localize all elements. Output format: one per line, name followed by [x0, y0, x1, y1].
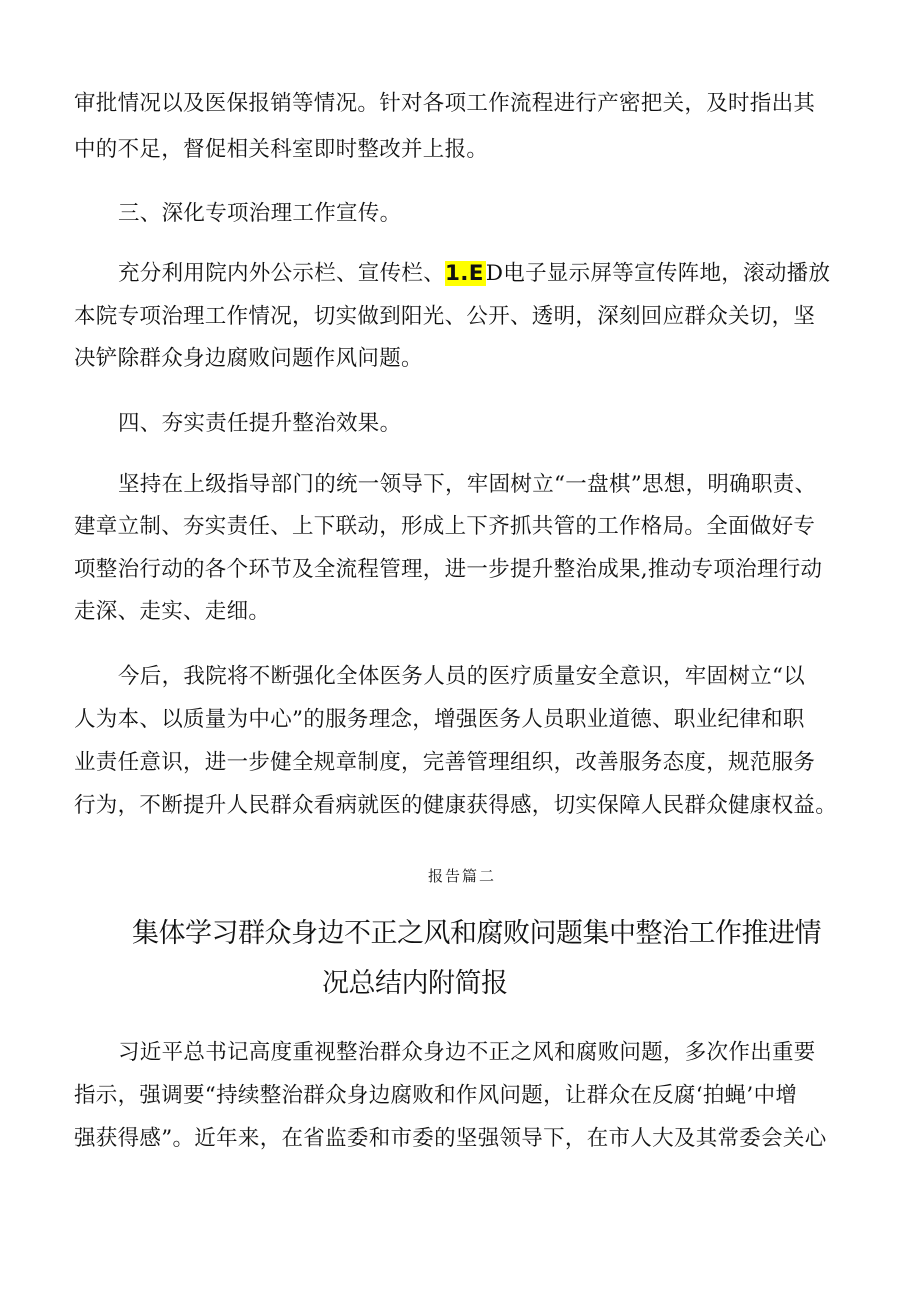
paragraph-line: 坚持在上级指导部门的统一领导下，牢固树立“一盘棋”思想，明确职责、 [118, 472, 817, 497]
paragraph-line: 业责任意识，进一步健全规章制度，完善管理组织，改善服务态度，规范服务 [74, 750, 816, 775]
paragraph-line: 人为本、以质量为中心”的服务理念，增强医务人员职业道德、职业纪律和职 [74, 707, 805, 732]
paragraph-text: D电子显示屏等宣传阵地，滚动播放 [485, 261, 831, 286]
paragraph-line: 习近平总书记高度重视整治群众身边不正之风和腐败问题，多次作出重要 [118, 1040, 816, 1065]
paragraph-line: 指示，强调要“持续整治群众身边腐败和作风问题，让群众在反腐‘拍蝇’中增 [74, 1083, 798, 1108]
paragraph-line: 审批情况以及医保报销等情况。针对各项工作流程进行产密把关，及时指出其 [74, 91, 816, 116]
section-heading: 三、深化专项治理工作宣传。 [118, 201, 402, 226]
paragraph-line [118, 258, 830, 290]
paragraph-text: 充分利用院内外公示栏、宣传栏、 [118, 261, 446, 286]
paragraph-line: 今后，我院将不断强化全体医务人员的医疗质量安全意识，牢固树立“以 [118, 664, 806, 689]
paragraph-line: 项整治行动的各个环节及全流程管理，进一步提升整治成果,推动专项治理行动 [74, 557, 823, 582]
paragraph-line: 建章立制、夯实责任、上下联动，形成上下齐抓共管的工作格局。全面做好专 [74, 514, 816, 539]
document-title: 况总结内附简报 [322, 968, 508, 999]
paragraph-line: 走深、走实、走细。 [74, 599, 271, 624]
paragraph-line: 本院专项治理工作情况，切实做到阳光、公开、透明，深刻回应群众关切，坚 [74, 304, 816, 329]
paragraph-line: 中的不足，督促相关科室即时整改并上报。 [74, 137, 489, 162]
highlighted-text: 1.E [445, 261, 484, 286]
document-title: 集体学习群众身边不正之风和腐败问题集中整治工作推进情 [132, 918, 821, 949]
paragraph-line: 行为，不断提升人民群众看病就医的健康获得感，切实保障人民群众健康权益。 [74, 793, 838, 818]
paragraph-line: 决铲除群众身边腐败问题作风问题。 [74, 346, 423, 371]
section-heading: 四、夯实责任提升整治效果。 [118, 411, 402, 436]
section-label: 报告篇二 [428, 867, 497, 885]
paragraph-line: 强获得感”。近年来，在省监委和市委的坚强领导下，在市人大及其常委会关心 [74, 1126, 827, 1151]
